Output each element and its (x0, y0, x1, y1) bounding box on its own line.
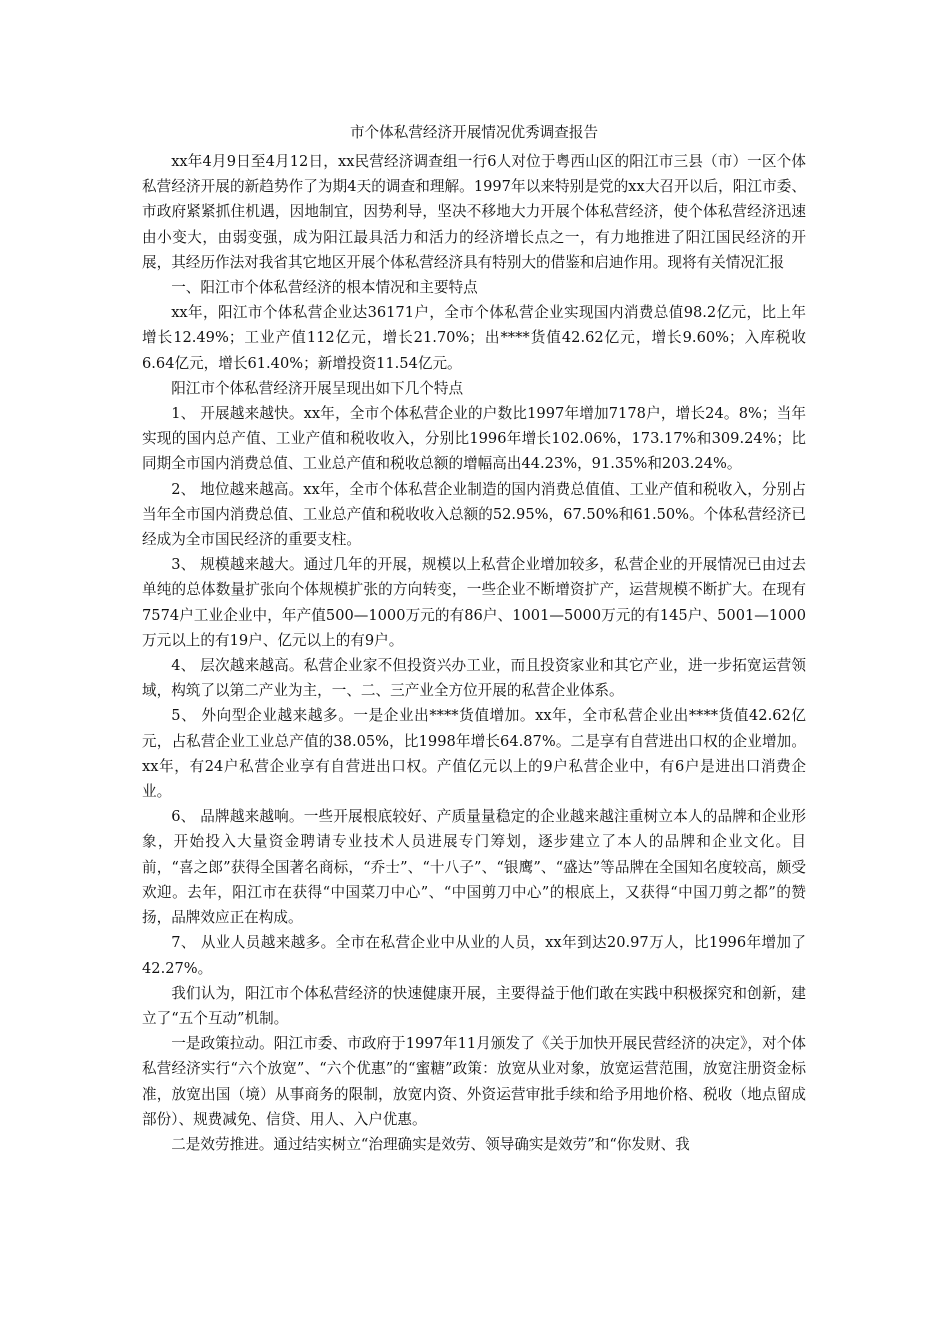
list-item-feature-2: 2、 地位越来越高。xx年，全市个体私营企业制造的国内消费总值值、工业产值和税收入，分别占当年全市国内消费总值、工业总产值和税收收入总额的52.95%，67.50%和61.50%。个体私营经济已经成为全市国民经济的重要支柱。 (142, 480, 806, 549)
section-heading-1: 一、阳江市个体私营经济的根本情况和主要特点 (171, 279, 478, 297)
list-item-feature-5: 5、 外向型企业越来越多。一是企业出****货值增加。xx年，全市私营企业出****货值42.62亿元，占私营企业工业总产值的38.05%，比1998年增长64.87%。二是享有自营进出口权的企业增加。xx年，有24户私营企业享有自营进出口权。产值亿元以上的9户私营企业中，有6户是进出口消费企业。 (142, 707, 806, 801)
list-item-feature-6: 6、 品牌越来越响。一些开展根底较好、产质量量稳定的企业越来越注重树立本人的品牌和企业形象，开始投入大量资金聘请专业技术人员进展专门筹划，逐步建立了本人的品牌和企业文化。目前，“喜之郎”获得全国著名商标，“乔士”、“十八子”、“银鹰”、“盛达”等品牌在全国知名度较高，颇受欢迎。去年，阳江市在获得“中国菜刀中心”、“中国剪刀中心”的根底上，又获得“中国刀剪之都”的赞扬，品牌效应正在构成。 (142, 808, 806, 927)
paragraph-service: 二是效劳推进。通过结实树立“治理确实是效劳、领导确实是效劳”和“你发财、我 (171, 1135, 690, 1153)
list-item-feature-1: 1、 开展越来越快。xx年，全市个体私营企业的户数比1997年增加7178户，增长24。8%；当年实现的国内总产值、工业产值和税收收入，分别比1996年增长102.06%，173.17%和309.24%；比同期全市国内消费总值、工业总产值和税收总额的增幅高出44.23%，91.35%和203.24%。 (142, 405, 806, 473)
paragraph-features-intro: 阳江市个体私营经济开展呈现出如下几个特点 (171, 379, 464, 397)
paragraph-policy: 一是政策拉动。阳江市委、市政府于1997年11月颁发了《关于加快开展民营经济的决定》，对个体私营经济实行“六个放宽”、“六个优惠”的“蜜糖”政策：放宽从业对象，放宽运营范围，放宽注册资金标准，放宽出国（境）从事商务的限制，放宽内资、外资运营审批手续和给予用地价格、税收（地点留成部份）、规费减免、信贷、用人、入户优惠。 (142, 1035, 806, 1128)
list-item-feature-3: 3、 规模越来越大。通过几年的开展，规模以上私营企业增加较多，私营企业的开展情况已由过去单纯的总体数量扩张向个体规模扩张的方向转变，一些企业不断增资扩产，运营规模不断扩大。在现有7574户工业企业中，年产值500—1000万元的有86户、1001—5000万元的有145户、5001—1000万元以上的有19户、亿元以上的有9户。 (142, 556, 806, 649)
list-item-feature-4: 4、 层次越来越高。私营企业家不但投资兴办工业，而且投资家业和其它产业，进一步拓宽运营领域，构筑了以第二产业为主，一、二、三产业全方位开展的私营企业体系。 (142, 657, 806, 700)
list-item-feature-7: 7、 从业人员越来越多。全市在私营企业中从业的人员，xx年到达20.97万人，比1996年增加了42.27%。 (142, 934, 806, 977)
paragraph-analysis: 我们认为，阳江市个体私营经济的快速健康开展，主要得益于他们敢在实践中积极探究和创新，建立了“五个互动”机制。 (142, 984, 806, 1027)
paragraph-overview: xx年，阳江市个体私营企业达36171户，全市个体私营企业实现国内消费总值98.2亿元，比上年增长12.49%；工业产值112亿元，增长21.70%；出****货值42.62亿元，增长9.60%；入库税收6.64亿元，增长61.40%；新增投资11.54亿元。 (142, 304, 806, 372)
paragraph-intro: xx年4月9日至4月12日，xx民营经济调查组一行6人对位于粤西山区的阳江市三县（市）一区个体私营经济开展的新趋势作了为期4天的调查和理解。1997年以来特别是党的xx大召开以后，阳江市委、市政府紧紧抓住机遇，因地制宜，因势利导，坚决不移地大力开展个体私营经济，使个体私营经济迅速由小变大，由弱变强，成为阳江最具活力和活力的经济增长点之一，有力地推进了阳江国民经济的开展，其经历作法对我省其它地区开展个体私营经济具有特别大的借鉴和启迪作用。现将有关情况汇报 (142, 153, 806, 271)
document-page (142, 120, 806, 1157)
document-title: 市个体私营经济开展情况优秀调查报告 (349, 124, 599, 141)
